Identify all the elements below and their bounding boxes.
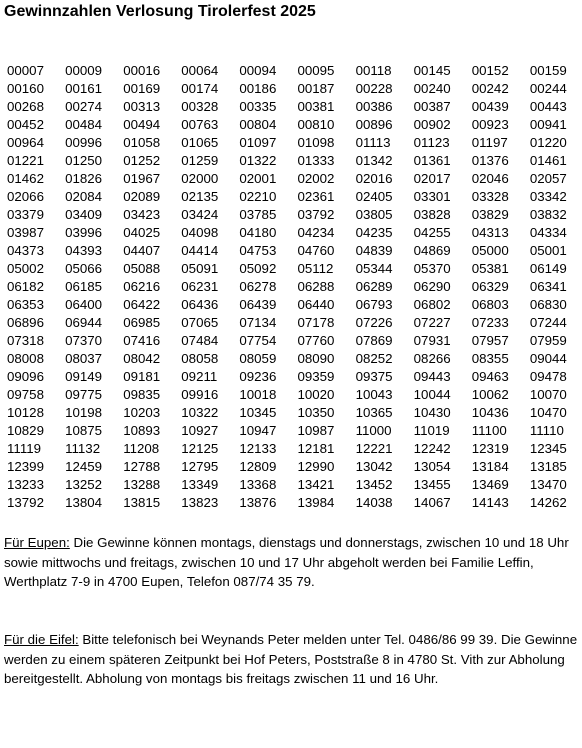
- winning-number: 03342: [529, 189, 567, 205]
- winning-number: 03805: [355, 207, 393, 223]
- winning-number: 09775: [65, 387, 103, 403]
- winning-number: 08266: [413, 351, 451, 367]
- winning-number: 07233: [471, 315, 509, 331]
- winning-number: 00095: [297, 63, 335, 78]
- winning-number: 11110: [529, 423, 564, 439]
- winning-number: 00242: [471, 81, 509, 97]
- winning-number: 06422: [123, 297, 161, 313]
- winning-number: 03996: [65, 225, 103, 241]
- winning-number: 12242: [413, 441, 451, 457]
- winning-number: 02210: [239, 189, 277, 205]
- winning-number: 09835: [123, 387, 161, 403]
- winning-number: 00328: [181, 99, 219, 115]
- winning-number: 00094: [239, 63, 277, 78]
- winning-number: 01259: [181, 153, 219, 169]
- winning-number: 09916: [181, 387, 219, 403]
- winning-number: 10875: [65, 423, 103, 439]
- winning-number: 12795: [181, 459, 219, 475]
- winning-number: 00118: [355, 63, 392, 78]
- winning-number: 07318: [7, 333, 44, 349]
- winning-number: 00274: [65, 99, 103, 115]
- winning-number: 05092: [239, 261, 277, 277]
- winning-number: 12990: [297, 459, 335, 475]
- winning-number: 01123: [413, 135, 450, 151]
- winning-number: 00016: [123, 63, 161, 78]
- winning-number: 09181: [123, 369, 161, 385]
- winning-number: 03379: [7, 207, 44, 223]
- winning-number: 10128: [7, 405, 44, 421]
- winning-number: 00009: [65, 63, 103, 78]
- winning-number: 13984: [297, 495, 335, 511]
- winning-number: 02089: [123, 189, 161, 205]
- winning-number: 10070: [529, 387, 567, 403]
- winning-number: 01113: [355, 135, 391, 151]
- winning-number: 04180: [239, 225, 277, 241]
- winning-number: 06149: [529, 261, 567, 277]
- winning-number: 00484: [65, 117, 103, 133]
- winning-number: 08042: [123, 351, 161, 367]
- winning-number: 03792: [297, 207, 335, 223]
- winning-number: 08355: [471, 351, 509, 367]
- winning-number: 03829: [471, 207, 509, 223]
- winning-number: 02084: [65, 189, 103, 205]
- winning-number: 01376: [471, 153, 509, 169]
- winning-number: 13470: [529, 477, 567, 493]
- winning-number: 13184: [471, 459, 509, 475]
- winning-number: 07760: [297, 333, 335, 349]
- winning-number: 06353: [7, 297, 44, 313]
- winning-number: 01826: [65, 171, 103, 187]
- winning-number: 05001: [529, 243, 567, 259]
- winning-number: 02002: [297, 171, 335, 187]
- winning-number: 03987: [7, 225, 44, 241]
- winning-number: 08059: [239, 351, 277, 367]
- winning-number: 06288: [297, 279, 335, 295]
- winning-number: 01967: [123, 171, 161, 187]
- winning-number: 06985: [123, 315, 161, 331]
- winning-number: 06182: [7, 279, 44, 295]
- winning-number: 07484: [181, 333, 219, 349]
- winning-number: 03785: [239, 207, 277, 223]
- page-title: Gewinnzahlen Verlosung Tirolerfest 2025: [4, 3, 316, 20]
- winning-number: 00443: [529, 99, 567, 115]
- winning-number: 04839: [355, 243, 393, 259]
- winning-number: 10436: [471, 405, 509, 421]
- winning-number: 09149: [65, 369, 103, 385]
- winning-number: 06290: [413, 279, 451, 295]
- eupen-pickup-info: [4, 533, 580, 592]
- winning-number: 03832: [529, 207, 567, 223]
- winning-number: 10198: [65, 405, 103, 421]
- winning-number: 00268: [7, 99, 44, 115]
- winning-number: 08037: [65, 351, 103, 367]
- winning-number: 05381: [471, 261, 509, 277]
- winning-number: 13252: [65, 477, 103, 493]
- winning-number: 00387: [413, 99, 451, 115]
- eifel-label: Für die Eifel:: [4, 632, 79, 647]
- winning-number: 10062: [471, 387, 509, 403]
- winning-number: 04414: [181, 243, 219, 259]
- winning-number: 09443: [413, 369, 451, 385]
- winning-number: 04255: [413, 225, 451, 241]
- winning-number: 04313: [471, 225, 509, 241]
- winning-number: 11000: [355, 423, 392, 439]
- winning-number: 02361: [297, 189, 335, 205]
- winning-number: 13288: [123, 477, 161, 493]
- winning-number: 06830: [529, 297, 567, 313]
- winning-number: 05091: [181, 261, 219, 277]
- winning-number: 01220: [529, 135, 567, 151]
- winning-number: 11100: [471, 423, 507, 439]
- winning-number: 02017: [413, 171, 451, 187]
- winning-number: 06341: [529, 279, 567, 295]
- winning-number: 01461: [529, 153, 567, 169]
- winning-number: 01462: [7, 171, 44, 187]
- winning-number: 00923: [471, 117, 509, 133]
- winning-number: 06896: [7, 315, 44, 331]
- eupen-label: Für Eupen:: [4, 535, 70, 550]
- winning-number: 07244: [529, 315, 567, 331]
- winning-number: 10020: [297, 387, 335, 403]
- winning-number: 05002: [7, 261, 44, 277]
- winning-number: 00902: [413, 117, 451, 133]
- winning-number: 07416: [123, 333, 161, 349]
- winning-number: 10927: [181, 423, 219, 439]
- winning-number: 13349: [181, 477, 219, 493]
- winning-number: 03301: [413, 189, 451, 205]
- winning-number: 06289: [355, 279, 393, 295]
- winning-number: 04234: [297, 225, 335, 241]
- winning-number: 02057: [529, 171, 567, 187]
- winning-number: 11119: [7, 441, 42, 457]
- winning-number: 13368: [239, 477, 277, 493]
- winning-number: 00186: [239, 81, 277, 97]
- winning-number: 00810: [297, 117, 335, 133]
- winning-number: 01197: [471, 135, 508, 151]
- winning-number: 10345: [239, 405, 277, 421]
- winning-number: 00187: [297, 81, 335, 97]
- winning-number: 00228: [355, 81, 393, 97]
- winning-number: 09375: [355, 369, 393, 385]
- winning-number: 00763: [181, 117, 219, 133]
- winning-number: 02000: [181, 171, 219, 187]
- winning-number: 06439: [239, 297, 277, 313]
- winning-number: 04025: [123, 225, 161, 241]
- winning-number: 06329: [471, 279, 509, 295]
- winning-number: 13792: [7, 495, 44, 511]
- winning-numbers-grid: [7, 62, 579, 512]
- winning-number: 10043: [355, 387, 393, 403]
- winning-number: 08008: [7, 351, 44, 367]
- winning-number: 10987: [297, 423, 335, 439]
- winning-number: 01250: [65, 153, 103, 169]
- winning-number: 09463: [471, 369, 509, 385]
- winning-number: 06231: [181, 279, 219, 295]
- winning-number: 04393: [65, 243, 103, 259]
- winning-number: 05344: [355, 261, 393, 277]
- winning-number: 04869: [413, 243, 451, 259]
- winning-number: 00240: [413, 81, 451, 97]
- winning-number: 00494: [123, 117, 161, 133]
- winning-number: 04407: [123, 243, 161, 259]
- winning-number: 06802: [413, 297, 451, 313]
- winning-number: 00007: [7, 63, 44, 78]
- winning-number: 07227: [413, 315, 451, 331]
- winning-number: 13804: [65, 495, 103, 511]
- winning-number: 14067: [413, 495, 451, 511]
- winning-number: 06400: [65, 297, 103, 313]
- winning-number: 01098: [297, 135, 335, 151]
- winning-number: 07869: [355, 333, 393, 349]
- winning-number: 12459: [65, 459, 103, 475]
- winning-number: 00244: [529, 81, 567, 97]
- winning-number: 00145: [413, 63, 451, 78]
- winning-number: 03328: [471, 189, 509, 205]
- winning-number: 04098: [181, 225, 219, 241]
- winning-number: 07065: [181, 315, 219, 331]
- winning-number: 12345: [529, 441, 567, 457]
- winning-number: 06436: [181, 297, 219, 313]
- winning-number: 07957: [471, 333, 509, 349]
- winning-number: 12399: [7, 459, 44, 475]
- winning-number: 13042: [355, 459, 393, 475]
- winning-number: 01333: [297, 153, 335, 169]
- winning-number: 07370: [65, 333, 103, 349]
- winning-number: 08058: [181, 351, 219, 367]
- winning-number: 01322: [239, 153, 277, 169]
- winning-number: 09211: [181, 369, 218, 385]
- winning-number: 13452: [355, 477, 393, 493]
- winning-number: 08090: [297, 351, 335, 367]
- winning-number: 10430: [413, 405, 451, 421]
- winning-number: 11019: [413, 423, 450, 439]
- winning-number: 07754: [239, 333, 277, 349]
- winning-number: 10044: [413, 387, 451, 403]
- winning-number: 14143: [471, 495, 509, 511]
- winning-number: 05112: [297, 261, 334, 277]
- winning-number: 02016: [355, 171, 393, 187]
- winning-number: 04334: [529, 225, 567, 241]
- winning-number: 13054: [413, 459, 451, 475]
- winning-number: 12133: [239, 441, 277, 457]
- eifel-text: Bitte telefonisch bei Weynands Peter melden unter Tel. 0486/86 99 39. Die Gewinne werden zu einem späteren Zeitpunkt bei Hof Peters, Poststraße 8 in 4780 St. Vith zur Abholung bereitgestellt. Abholung von montags bis freitags zwischen 11 und 16 Uhr.: [4, 632, 578, 686]
- winning-number: 02405: [355, 189, 393, 205]
- winning-number: 05066: [65, 261, 103, 277]
- winning-number: 03828: [413, 207, 451, 223]
- winning-number: 13185: [529, 459, 567, 475]
- winning-number: 05370: [413, 261, 451, 277]
- winning-number: 08252: [355, 351, 393, 367]
- winning-number: 00152: [471, 63, 509, 78]
- winning-number: 00996: [65, 135, 103, 151]
- winning-number: 10470: [529, 405, 567, 421]
- winning-number: 00064: [181, 63, 219, 78]
- winning-number: 10018: [239, 387, 277, 403]
- winning-number: 10893: [123, 423, 161, 439]
- winning-number: 00804: [239, 117, 277, 133]
- winning-number: 09044: [529, 351, 567, 367]
- winning-number: 13823: [181, 495, 219, 511]
- winning-number: 06216: [123, 279, 161, 295]
- winning-number: 00964: [7, 135, 44, 151]
- winning-number: 13455: [413, 477, 451, 493]
- winning-number: 13469: [471, 477, 509, 493]
- winning-number: 09096: [7, 369, 44, 385]
- winning-number: 12181: [297, 441, 335, 457]
- winning-number: 14262: [529, 495, 567, 511]
- winning-number: 02135: [181, 189, 219, 205]
- winning-number: 03423: [123, 207, 161, 223]
- winning-number: 07226: [355, 315, 393, 331]
- winning-number: 04373: [7, 243, 44, 259]
- winning-number: 11208: [123, 441, 160, 457]
- winning-number: 05088: [123, 261, 161, 277]
- winning-number: 06944: [65, 315, 103, 331]
- winning-number: 12788: [123, 459, 161, 475]
- winning-number: 00169: [123, 81, 161, 97]
- winning-number: 00161: [65, 81, 103, 97]
- winning-number: 00160: [7, 81, 44, 97]
- winning-number: 12809: [239, 459, 277, 475]
- winning-number: 13421: [297, 477, 335, 493]
- winning-number: 00381: [297, 99, 335, 115]
- winning-number: 00313: [123, 99, 161, 115]
- winning-number: 05000: [471, 243, 509, 259]
- winning-number: 09478: [529, 369, 567, 385]
- winning-number: 07178: [297, 315, 335, 331]
- winning-number: 09236: [239, 369, 277, 385]
- winning-number: 02001: [239, 171, 277, 187]
- winning-number: 04235: [355, 225, 393, 241]
- winning-number: 06803: [471, 297, 509, 313]
- winning-number: 02066: [7, 189, 44, 205]
- winning-number: 06278: [239, 279, 277, 295]
- winning-number: 04760: [297, 243, 335, 259]
- winning-number: 12319: [471, 441, 509, 457]
- winning-number: 02046: [471, 171, 509, 187]
- winning-number: 07134: [239, 315, 277, 331]
- winning-number: 07931: [413, 333, 451, 349]
- winning-number: 13876: [239, 495, 277, 511]
- winning-number: 01065: [181, 135, 219, 151]
- winning-number: 01058: [123, 135, 161, 151]
- winning-number: 03409: [65, 207, 103, 223]
- winning-number: 13233: [7, 477, 44, 493]
- winning-number: 00896: [355, 117, 393, 133]
- winning-number: 13815: [123, 495, 161, 511]
- winning-number: 06185: [65, 279, 103, 295]
- winning-number: 01342: [355, 153, 393, 169]
- winning-number: 09758: [7, 387, 44, 403]
- winning-number: 06440: [297, 297, 335, 313]
- winning-number: 10203: [123, 405, 161, 421]
- winning-number: 10350: [297, 405, 335, 421]
- winning-number: 01097: [239, 135, 277, 151]
- winning-number: 10829: [7, 423, 44, 439]
- eifel-pickup-info: [4, 630, 580, 689]
- winning-number: 04753: [239, 243, 277, 259]
- winning-number: 00335: [239, 99, 277, 115]
- winning-number: 00386: [355, 99, 393, 115]
- winning-number: 00174: [181, 81, 219, 97]
- winning-number: 10322: [181, 405, 219, 421]
- winning-number: 10365: [355, 405, 393, 421]
- winning-number: 06793: [355, 297, 393, 313]
- winning-number: 01221: [7, 153, 44, 169]
- winning-number: 10947: [239, 423, 277, 439]
- winning-number: 11132: [65, 441, 101, 457]
- eupen-text: Die Gewinne können montags, dienstags und donnerstags, zwischen 10 und 18 Uhr sowie mittwochs und freitags, zwischen 10 und 17 Uhr abgeholt werden bei Familie Leffin, Werthplatz 7-9 in 4700 Eupen, Telefon 087/74 35 79.: [4, 535, 569, 589]
- winning-number: 14038: [355, 495, 393, 511]
- winning-number: 09359: [297, 369, 335, 385]
- winning-number: 00941: [529, 117, 567, 133]
- winning-number: 12221: [355, 441, 393, 457]
- winning-number: 01252: [123, 153, 161, 169]
- winning-number: 12125: [181, 441, 219, 457]
- winning-number: 07959: [529, 333, 567, 349]
- winning-number: 00439: [471, 99, 509, 115]
- winning-number: 00159: [529, 63, 567, 78]
- winning-number: 01361: [413, 153, 451, 169]
- winning-number: 00452: [7, 117, 44, 133]
- winning-number: 03424: [181, 207, 219, 223]
